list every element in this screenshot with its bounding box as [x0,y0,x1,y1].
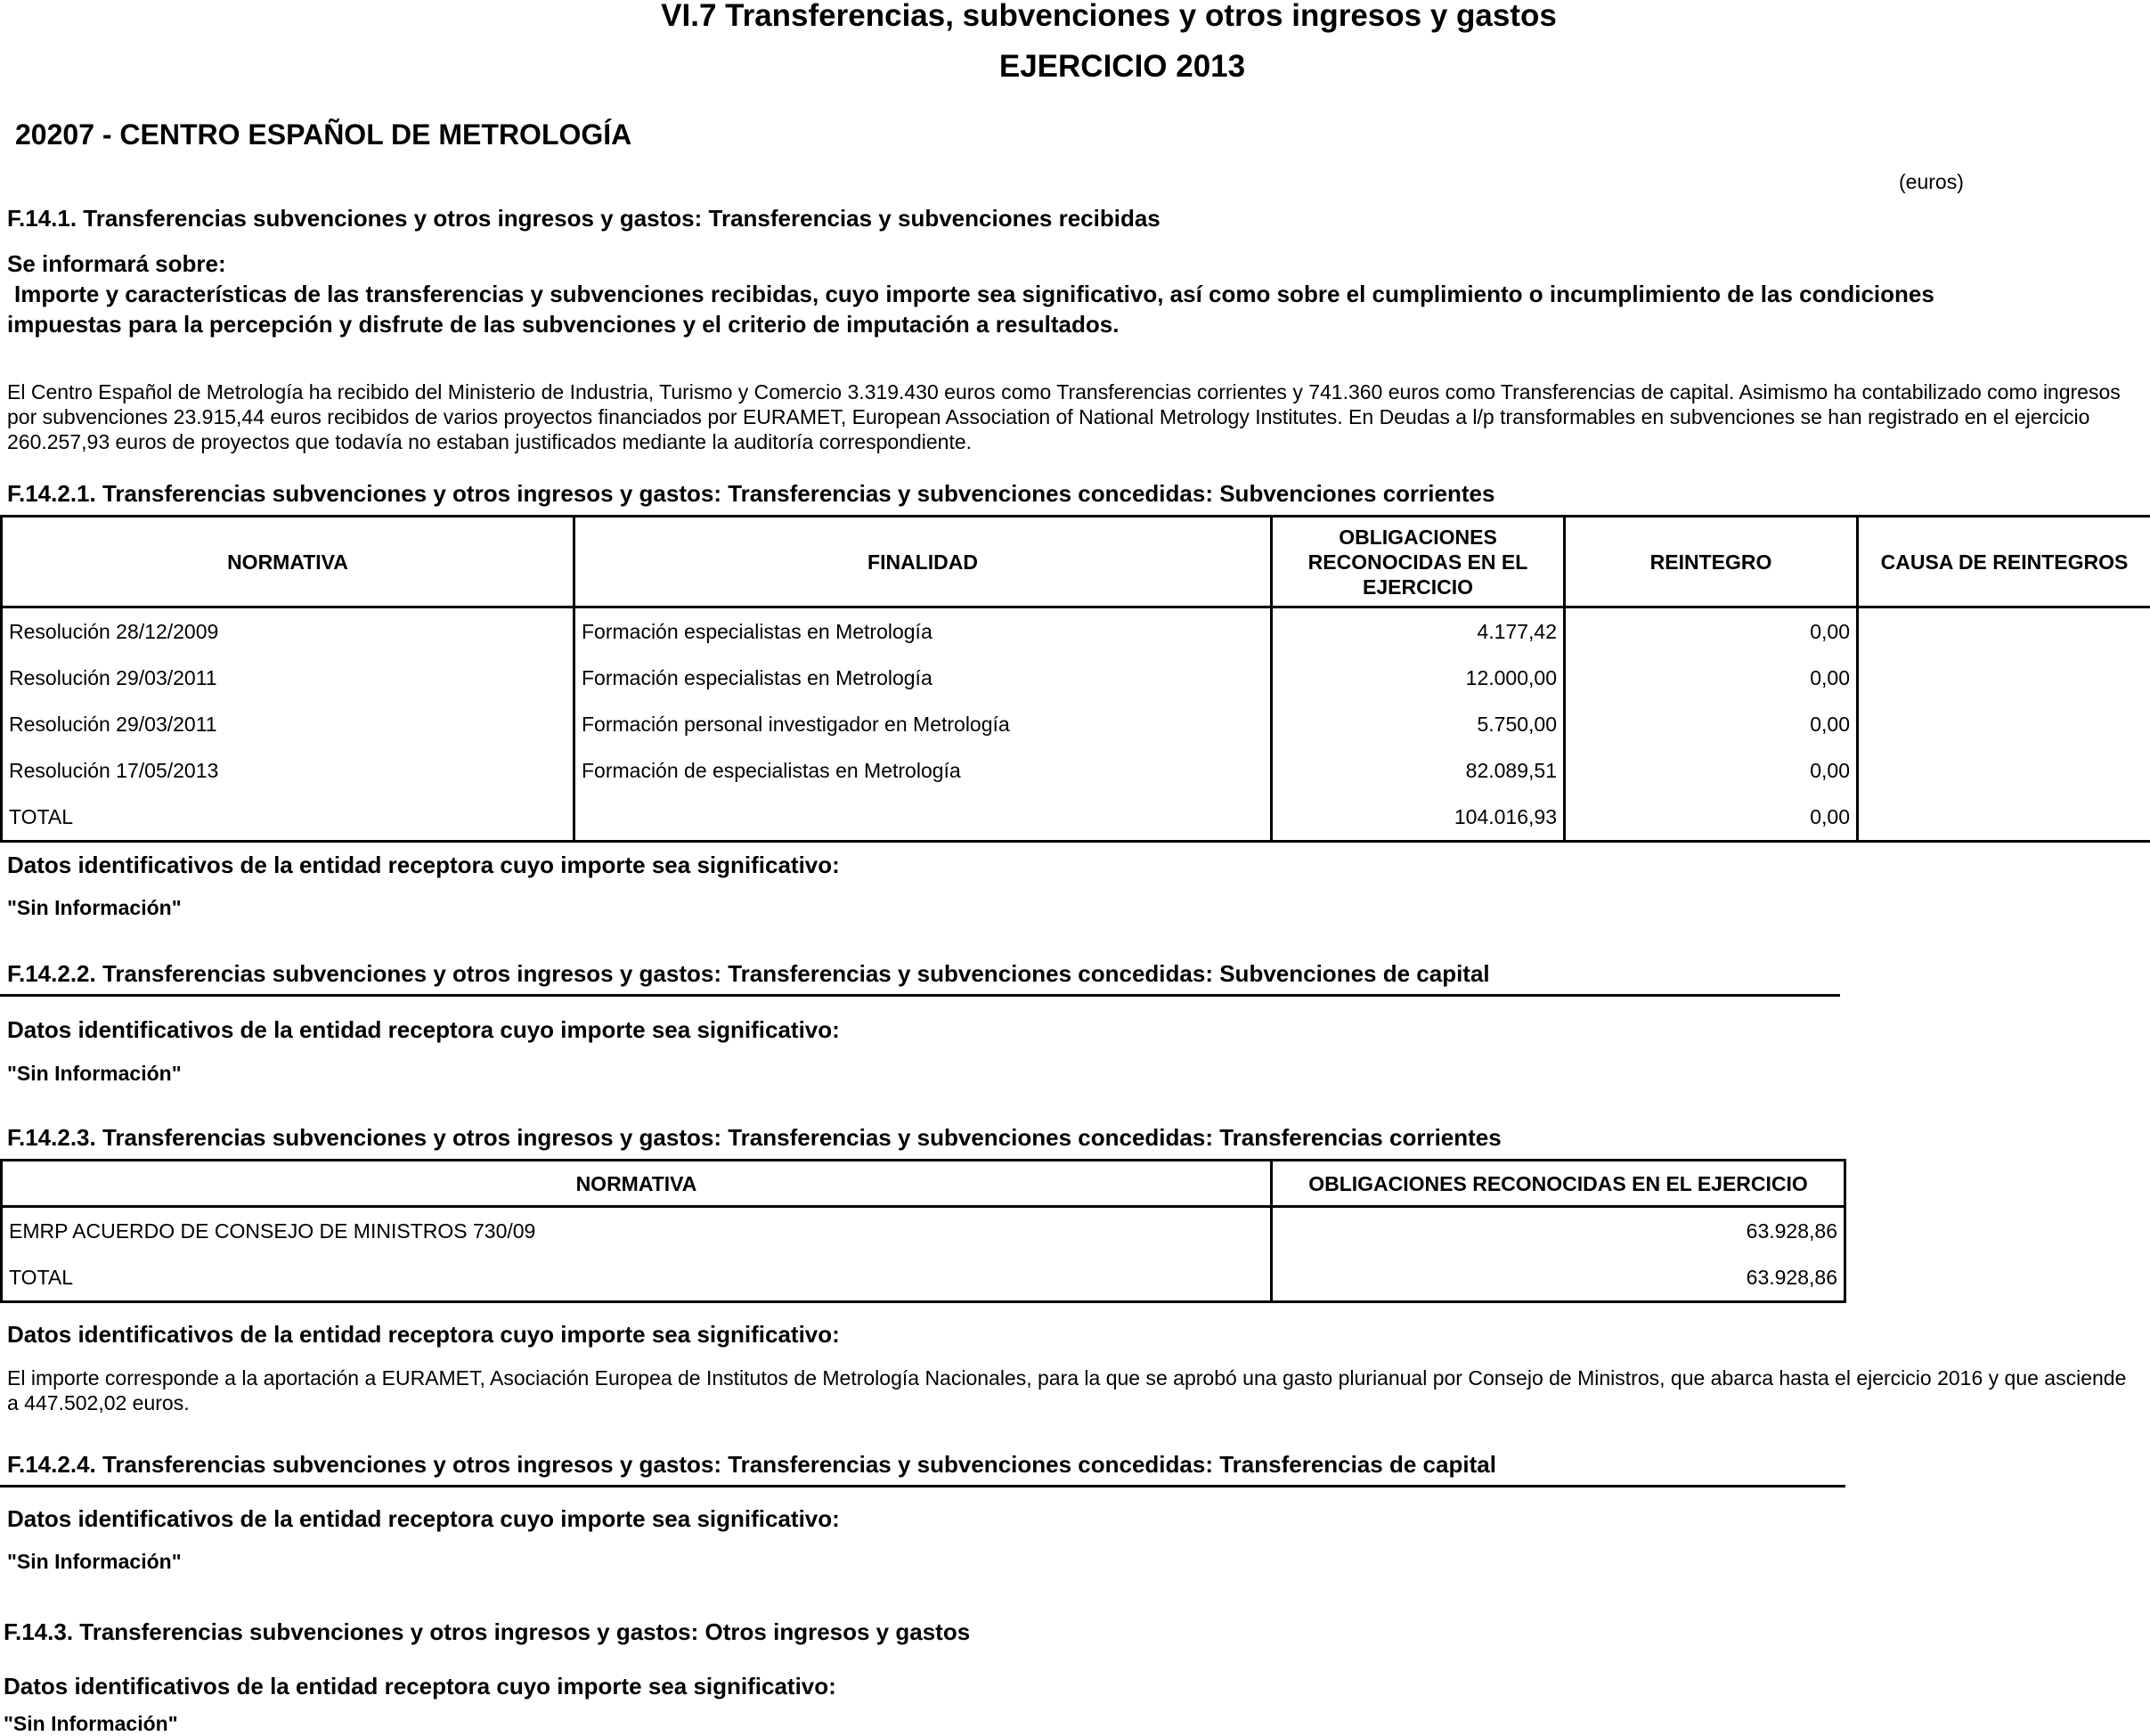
datos-label-f14-2-1: Datos identificativos de la entidad receptora cuyo importe sea significativo: [7,852,840,879]
cell-finalidad [574,794,1272,842]
datos-label-f14-3: Datos identificativos de la entidad receptora cuyo importe sea significativo: [4,1673,836,1700]
cell-normativa: Resolución 17/05/2013 [2,747,574,794]
datos-value-f14-3: "Sin Información" [4,1712,178,1736]
col-header-obligaciones: OBLIGACIONES RECONOCIDAS EN EL EJERCICIO [1272,1161,1845,1207]
cell-reintegro: 0,00 [1565,701,1858,747]
col-header-obligaciones: OBLIGACIONES RECONOCIDAS EN EL EJERCICIO [1272,517,1565,607]
datos-value-f14-2-1: "Sin Información" [7,896,182,920]
section-rule [0,1485,1845,1487]
cell-normativa: EMRP ACUERDO DE CONSEJO DE MINISTROS 730/09 [2,1207,1272,1255]
inform-label: Se informará sobre: [7,250,226,278]
cell-causa [1858,701,2150,747]
cell-normativa: Resolución 29/03/2011 [2,655,574,701]
datos-value-f14-2-4: "Sin Información" [7,1550,182,1574]
table-row [2,1207,1845,1255]
entity-name: 20207 - CENTRO ESPAÑOL DE METROLOGÍA [15,118,631,151]
table-row [2,747,2150,794]
inform-text: Importe y características de las transferencias y subvenciones recibidas, cuyo importe sea significativo, así como sobre el cumplimiento o incumplimiento de las condiciones impuestas para la percepción y disfrute de las subvenciones y el criterio de imputación a resultados. [7,279,2002,339]
cell-normativa: TOTAL [2,1254,1272,1302]
cell-causa [1858,747,2150,794]
table-row [2,655,2150,701]
cell-obligaciones: 4.177,42 [1272,607,1565,656]
cell-obligaciones: 82.089,51 [1272,747,1565,794]
table-row-total [2,794,2150,842]
col-header-reintegro: REINTEGRO [1565,517,1858,607]
section-heading-f14-2-1: F.14.2.1. Transferencias subvenciones y otros ingresos y gastos: Transferencias y subvenciones concedidas: Subvenciones corrientes [7,480,1494,508]
cell-obligaciones: 63.928,86 [1272,1254,1845,1302]
table-row [2,701,2150,747]
datos-label-f14-2-2: Datos identificativos de la entidad receptora cuyo importe sea significativo: [7,1016,840,1044]
section-heading-f14-1: F.14.1. Transferencias subvenciones y otros ingresos y gastos: Transferencias y subvenciones recibidas [7,205,1161,232]
cell-normativa: TOTAL [2,794,574,842]
col-header-normativa: NORMATIVA [2,1161,1272,1207]
page-title: VI.7 Transferencias, subvenciones y otros ingresos y gastos [0,0,2150,34]
cell-causa [1858,607,2150,656]
units-label: (euros) [1899,170,1964,194]
cell-obligaciones: 5.750,00 [1272,701,1565,747]
col-header-normativa: NORMATIVA [2,517,574,607]
cell-causa [1858,655,2150,701]
transferencias-corrientes-table [0,1159,1846,1303]
cell-normativa: Resolución 28/12/2009 [2,607,574,656]
received-paragraph: El Centro Español de Metrología ha recibido del Ministerio de Industria, Turismo y Comercio 3.319.430 euros como Transferencias corrientes y 741.360 euros como Transferencias de capital. Asimismo ha contabilizado como ingresos por subvenciones 23.915,44 euros recibidos de varios proyectos financiados por EURAMET, European Association of National Metrology Institutes. En Deudas a l/p transformables en subvenciones se han registrado en el ejercicio 260.257,93 euros de proyectos que todavía no estaban justificados mediante la auditoría correspondiente. [7,379,2140,454]
datos-label-f14-2-3: Datos identificativos de la entidad receptora cuyo importe sea significativo: [7,1321,840,1349]
col-header-finalidad: FINALIDAD [574,517,1272,607]
cell-causa [1858,794,2150,842]
section-heading-f14-3: F.14.3. Transferencias subvenciones y otros ingresos y gastos: Otros ingresos y gastos [4,1618,970,1646]
cell-normativa: Resolución 29/03/2011 [2,701,574,747]
section-heading-f14-2-2: F.14.2.2. Transferencias subvenciones y otros ingresos y gastos: Transferencias y subvenciones concedidas: Subvenciones de capital [7,960,1490,988]
subvenciones-corrientes-table [0,515,2150,843]
datos-value-f14-2-3: El importe corresponde a la aportación a EURAMET, Asociación Europea de Institutos de Metrología Nacionales, para la que se aprobó una gasto plurianual por Consejo de Ministros, que abarca hasta el ejercicio 2016 y que asciende a 447.502,02 euros. [7,1365,2140,1415]
datos-label-f14-2-4: Datos identificativos de la entidad receptora cuyo importe sea significativo: [7,1505,840,1533]
table-row-total [2,1254,1845,1302]
cell-obligaciones: 63.928,86 [1272,1207,1845,1255]
cell-reintegro: 0,00 [1565,607,1858,656]
cell-obligaciones: 12.000,00 [1272,655,1565,701]
cell-finalidad: Formación especialistas en Metrología [574,655,1272,701]
cell-reintegro: 0,00 [1565,747,1858,794]
table-row [2,607,2150,656]
cell-finalidad: Formación personal investigador en Metrología [574,701,1272,747]
section-rule [0,994,1840,997]
cell-reintegro: 0,00 [1565,655,1858,701]
datos-value-f14-2-2: "Sin Información" [7,1062,182,1086]
cell-finalidad: Formación de especialistas en Metrología [574,747,1272,794]
exercise-year: EJERCICIO 2013 [0,49,2150,85]
col-header-causa: CAUSA DE REINTEGROS [1858,517,2150,607]
cell-reintegro: 0,00 [1565,794,1858,842]
cell-finalidad: Formación especialistas en Metrología [574,607,1272,656]
section-heading-f14-2-4: F.14.2.4. Transferencias subvenciones y otros ingresos y gastos: Transferencias y subvenciones concedidas: Transferencias de capital [7,1451,1496,1479]
cell-obligaciones: 104.016,93 [1272,794,1565,842]
section-heading-f14-2-3: F.14.2.3. Transferencias subvenciones y otros ingresos y gastos: Transferencias y subvenciones concedidas: Transferencias corrientes [7,1124,1502,1152]
